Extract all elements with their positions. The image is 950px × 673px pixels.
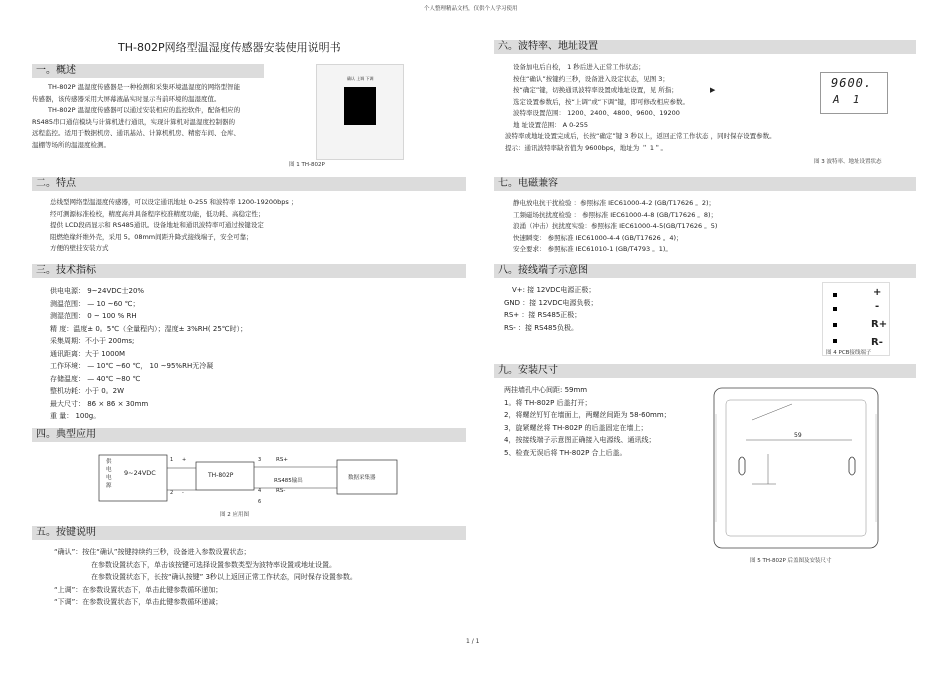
section-5-header: 五。按键说明 bbox=[32, 526, 466, 540]
section-3-text: 供电电源： 9~24VDC士20% 测温范围： — 10 ~60 ℃； 测湿范围： 0 ~ 100 % RH 精 度：温度± 0。5℃（全量程内）；湿度± 3%RH( 25℃时）； 采集周期：不小于 200ms; 通讯距离：大于 1000M 工作环境： — 10℃ ~60 ℃， 10 ~95%RH无冷凝 存储温度： — 40℃ ~80 ℃ 整机功耗：小于 0。2W 最大尺寸： 86 × 86 × 30mm 重 量： 100g。 bbox=[50, 287, 248, 420]
section-9-text: 两挂墙孔中心间距: 59mm 1。将 TH-802P 后盖打开； 2，将螺丝钉钉在墙面上，两螺丝间距为 58-60mm； 3，旋紧螺丝将 TH-802P 的后盖固定在墙上； 4，按接线端子示意图正确接入电源线、通讯线； 5、检查无误后将 TH-802P 合上后盖。 bbox=[504, 386, 671, 457]
section-2-header: 二。特点 bbox=[32, 177, 466, 191]
back-cover-outline bbox=[712, 384, 882, 552]
terminal-dot bbox=[833, 323, 837, 327]
application-wiring bbox=[98, 454, 398, 518]
terminal-dot bbox=[833, 293, 837, 297]
application-diagram: 供电电源 9~24VDC 1 + 2 - TH-802P 3 RS+ RS485输出 4 RS- 6 数据采集器 bbox=[98, 454, 398, 518]
figure-2-caption: 图 2 应用图 bbox=[220, 512, 249, 518]
section-1-header: 一。概述 bbox=[32, 64, 264, 78]
section-3-header: 三。技术指标 bbox=[32, 264, 466, 278]
section-8-header: 八。接线端子示意图 bbox=[494, 264, 916, 278]
section-1-text: TH-802P 温湿度传感器是一种检测和采集环境温湿度的网络型智能 传感器，该传感器采用大屏幕液晶实时显示当前环境的温湿度值。 TH-802P 温湿度传感器可以通过安装相应的监控软件，配备相应的 RS485串口通信模块与计算机进行通讯，实现计算机对温湿度控制器的 远程监控。适用于数据机房、通讯基站、计算机机房、精密车间、仓库、 温棚等场所的温湿度检测。 bbox=[32, 83, 241, 149]
figure-4-caption: 图 4 PCB接线端子 bbox=[826, 350, 872, 356]
figure-1-caption: 图 1 TH-802P bbox=[289, 162, 325, 168]
power-side-label: 供电电源 bbox=[106, 459, 112, 489]
power-label: 9~24VDC bbox=[124, 469, 156, 477]
figure-3-caption: 图 3 波特率、地址设置状态 bbox=[814, 159, 882, 165]
page-number: 1 / 1 bbox=[466, 638, 480, 645]
pcb-terminal-figure: + - R+ R- bbox=[822, 282, 890, 356]
section-9-header: 九。安装尺寸 bbox=[494, 364, 916, 378]
terminal-dot bbox=[833, 339, 837, 343]
section-8-text: V+: 接 12VDC电源正极； GND ：接 12VDC电源负极； RS+ ：接 RS485正极； RS- ：接 RS485负极。 bbox=[504, 286, 598, 332]
device-label: TH-802P bbox=[208, 472, 234, 479]
section-6-line-arrow: 按“确定”键，切换通讯波特率设置或地址设置，见 所指； ▶ bbox=[513, 85, 776, 97]
collector-label: 数据采集器 bbox=[348, 475, 376, 481]
document-title: TH-802P网络型温湿度传感器安装使用说明书 bbox=[118, 41, 341, 54]
terminal-dot bbox=[833, 307, 837, 311]
back-cover-drawing bbox=[712, 384, 882, 552]
arrow-icon: ▶ bbox=[710, 86, 716, 94]
section-4-header: 四。典型应用 bbox=[32, 428, 466, 442]
section-6-text: 设备加电后自检， 1 秒后进入正常工作状态； 按住“确认”按键约三秒，设备进入设定状态，见图 3； 按“确定”键，切换通讯波特率设置或地址设置，见 所指； ▶ 选定设置参数后，按“上调”或“下调”键，即可修改相应参数。 波特率设置范围： 1200、2400、4800、9600、19200 地 址设置范围： A 0-255 波特率或地址设置完成后，长按“确定”键 3 秒以上，返回正常工作状态 ，同时保存设置参数。 提示：通讯波特率缺省值为 9600bps，地址为 ＂ 1＂。 bbox=[505, 63, 776, 152]
figure-5-caption: 图 5 TH-802P 后盖图及安装尺寸 bbox=[750, 558, 832, 564]
dimension-label: 59 bbox=[794, 432, 802, 439]
section-2-text: 总线型网络型温湿度传感器，可以设定通讯地址 0-255 和波特率 1200-19200bps ； 经可测源标准检校，精度高并具备程序校准精度功能，低功耗、高稳定性； 提供 LCD段码显示和 RS485通讯。设备地址和通讯波特率可通过按键设定 阻燃绝缘纤维外壳，采用 5。08mm间距升降式接线端子，安全可靠； 方便的壁挂安装方式 bbox=[50, 198, 298, 252]
device-image: 确认 上调 下调 bbox=[316, 64, 404, 160]
section-6-header: 六。波特率、地址设置 bbox=[494, 40, 916, 54]
lcd-screen bbox=[344, 87, 376, 125]
section-5-text: “确认”：按住“确认”按键持续约三秒，设备进入参数设置状态； 在参数设置状态下，单击该按键可选择设置参数类型为波特率设置或地址设置。 在参数设置状态下，长按“确认按键” 3秒以上返回正常工作状态，同时保存设置参数。 “上调”：在参数设置状态下，单击此键参数循环递加； “下调”：在参数设置状态下，单击此键参数循环递减； bbox=[54, 548, 357, 606]
section-7-header: 七。电磁兼容 bbox=[494, 177, 916, 191]
watermark: 个人整理精品文档，仅供个人学习使用 bbox=[424, 6, 518, 12]
lcd-display-figure: 9600. A 1 bbox=[820, 72, 888, 114]
section-7-text: 静电放电抗干扰检验 ：参照标准 IEC61000-4-2 (GB/T17626 。2)； 工频磁场抗扰度检验 ： 参照标准 IEC61000-4-8 (GB/T17626 。8)； 浪涌（冲击）抗扰度实验：参照标准 IEC61000-4-5(GB/T17626 。5) 快速瞬变： 参照标准 IEC61000-4-4 (GB/T17626 。4)； 安全要求： 参照标准 IEC61010-1 (GB/T4793 。1)。 bbox=[513, 199, 718, 253]
